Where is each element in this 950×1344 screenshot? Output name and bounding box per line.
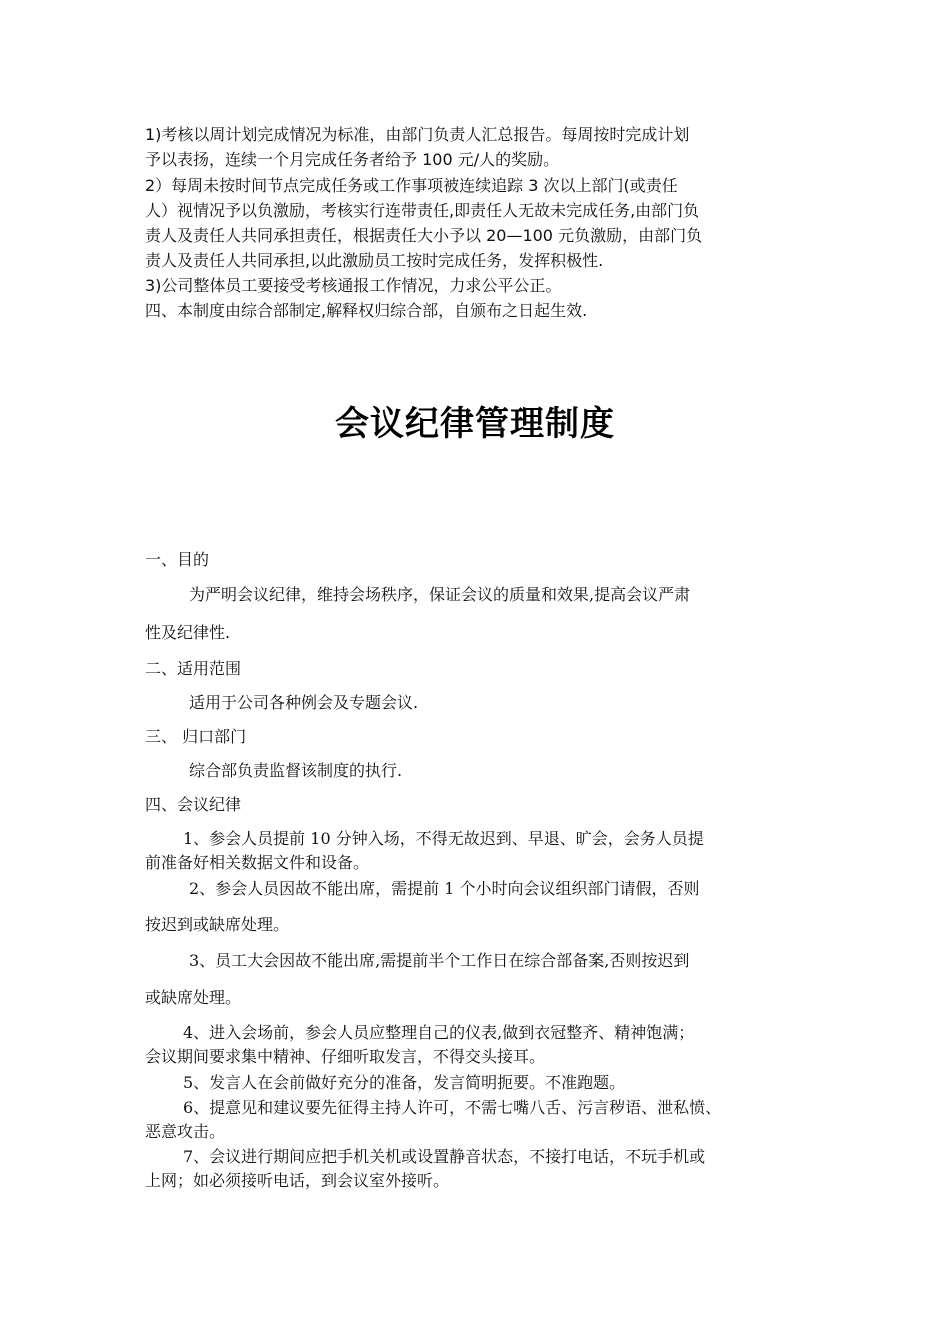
paragraph-line: 责人及责任人共同承担,以此激励员工按时完成任务，发挥积极性. <box>145 251 604 270</box>
rule-line: 前准备好相关数据文件和设备。 <box>145 853 370 872</box>
rule-line: 6、提意见和建议要先征得主持人许可，不需七嘴八舌、污言秽语、泄私愤、 <box>183 1098 722 1117</box>
rule-line: 恶意攻击。 <box>145 1122 226 1141</box>
rule-line: 5、发言人在会前做好充分的准备，发言简明扼要。不准跑题。 <box>183 1073 626 1092</box>
section-heading-discipline: 四、会议纪律 <box>145 795 242 814</box>
section-heading-department: 三、 归口部门 <box>145 727 247 746</box>
purpose-text-line: 为严明会议纪律，维持会场秩序，保证会议的质量和效果,提高会议严肃 <box>189 585 691 604</box>
rule-line: 会议期间要求集中精神、仔细听取发言，不得交头接耳。 <box>145 1047 546 1066</box>
paragraph-line: 予以表扬，连续一个月完成任务者给予 100 元/人的奖励。 <box>145 150 560 169</box>
paragraph-line: 四、本制度由综合部制定,解释权归综合部，自颁布之日起生效. <box>145 301 588 320</box>
rule-line: 2、参会人员因故不能出席，需提前 1 个小时向会议组织部门请假，否则 <box>189 879 700 898</box>
rule-line: 或缺席处理。 <box>145 988 242 1007</box>
rule-line: 4、进入会场前，参会人员应整理自己的仪表,做到衣冠整齐、精神饱满； <box>183 1023 695 1042</box>
rule-line: 上网；如必须接听电话，到会议室外接听。 <box>145 1171 450 1190</box>
rule-line: 1、参会人员提前 10 分钟入场，不得无故迟到、早退、旷会，会务人员提 <box>183 829 704 848</box>
paragraph-line: 人）视情况予以负激励，考核实行连带责任,即责任人无故未完成任务,由部门负 <box>145 201 700 220</box>
section-heading-purpose: 一、目的 <box>145 550 210 569</box>
paragraph-line: 1)考核以周计划完成情况为标准，由部门负责人汇总报告。每周按时完成计划 <box>145 125 690 144</box>
department-text: 综合部负责监督该制度的执行. <box>189 761 403 780</box>
purpose-text-line: 性及纪律性. <box>145 623 231 642</box>
paragraph-line: 3)公司整体员工要接受考核通报工作情况，力求公平公正。 <box>145 276 562 295</box>
rule-line: 3、员工大会因故不能出席,需提前半个工作日在综合部备案,否则按迟到 <box>189 951 690 970</box>
paragraph-line: 2）每周未按时间节点完成任务或工作事项被连续追踪 3 次以上部门(或责任 <box>145 176 678 195</box>
rule-line: 按迟到或缺席处理。 <box>145 915 290 934</box>
section-heading-scope: 二、适用范围 <box>145 659 242 678</box>
rule-line: 7、会议进行期间应把手机关机或设置静音状态，不接打电话，不玩手机或 <box>183 1147 706 1166</box>
document-title: 会议纪律管理制度 <box>335 404 615 444</box>
scope-text: 适用于公司各种例会及专题会议. <box>189 693 419 712</box>
paragraph-line: 责人及责任人共同承担责任，根据责任大小予以 20—100 元负激励，由部门负 <box>145 226 703 245</box>
